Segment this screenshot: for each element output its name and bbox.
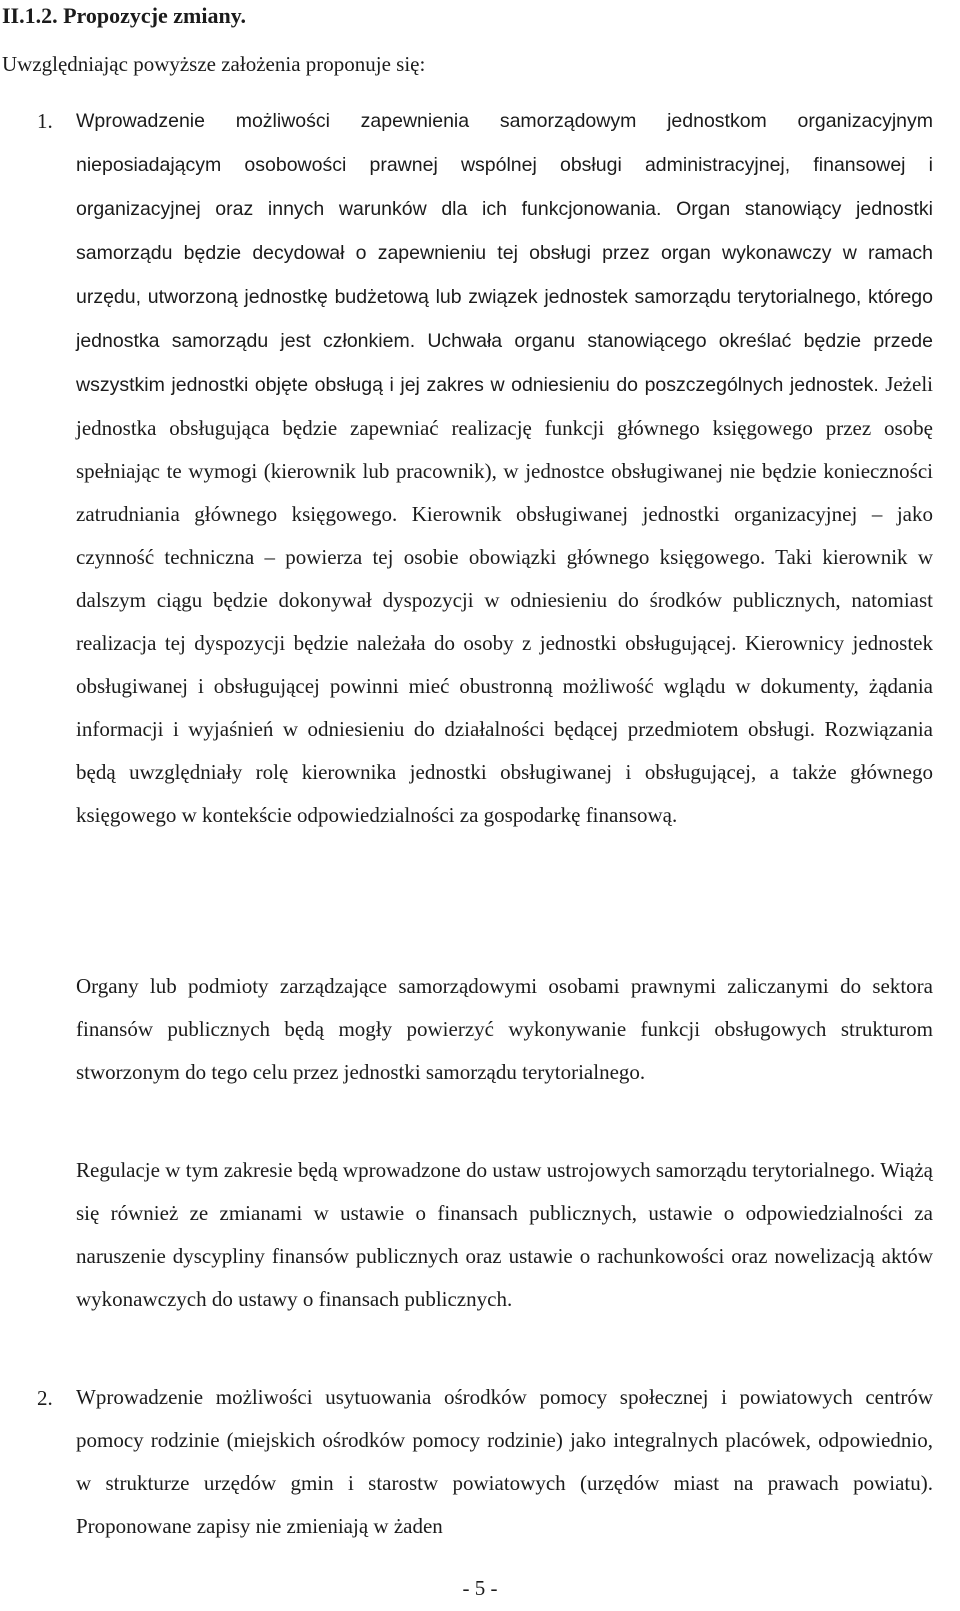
- page-number: - 5 -: [462, 1576, 498, 1600]
- item-1-paragraph-2: Organy lub podmioty zarządzające samorządowymi osobami prawnymi zaliczanymi do sektora finansów publicznych będą mogły powierzyć wykonywanie funkcji obsługowych strukturom stworzonym do tego celu przez jednostki samorządu terytorialnego.: [76, 974, 933, 1084]
- item-number-1: 1.: [37, 109, 53, 133]
- intro-text: Uwzględniając powyższe założenia proponuje się:: [2, 52, 426, 76]
- section-heading: II.1.2. Propozycje zmiany.: [2, 3, 247, 28]
- item-number-2: 2.: [37, 1386, 53, 1410]
- item-1-paragraph-1: [76, 99, 933, 837]
- item-2-paragraph: Wprowadzenie możliwości usytuowania ośrodków pomocy społecznej i powiatowych centrów pomocy rodzinie (miejskich ośrodków pomocy rodzinie) jako integralnych placówek, odpowiednio, w strukturze urzędów gmin i starostw powiatowych (urzędów miast na prawach powiatu). Proponowane zapisy nie zmieniają w żaden: [76, 1385, 933, 1538]
- item-1-paragraph-3: Regulacje w tym zakresie będą wprowadzone do ustaw ustrojowych samorządu terytorialnego. Wiążą się również ze zmianami w ustawie o finansach publicznych, ustawie o odpowiedzialności za naruszenie dyscypliny finansów publicznych oraz ustawie o rachunkowości oraz nowelizacją aktów wykonawczych do ustawy o finansach publicznych.: [76, 1158, 933, 1311]
- item-1-text-sans: Wprowadzenie możliwości zapewnienia samorządowym jednostkom organizacyjnym nieposiadającym osobowości prawnej wspólnej obsługi administracyjnej, finansowej i organizacyjnej oraz innych warunków dla ich funkcjonowania. Organ stanowiący jednostki samorządu będzie decydował o zapewnieniu tej obsługi przez organ wykonawczy w ramach urzędu, utworzoną jednostkę budżetową lub związek jednostek samorządu terytorialnego, którego jednostka samorządu jest członkiem. Uchwała organu stanowiącego określać będzie przede wszystkim jednostki objęte obsługą i jej zakres w odniesieniu do poszczególnych jednostek.: [76, 110, 933, 396]
- item-1-text-serif: Jeżeli jednostka obsługująca będzie zapewniać realizację funkcji głównego księgowego przez osobę spełniając te wymogi (kierownik lub pracownik), w jednostce obsługiwanej nie będzie konieczności zatrudniania głównego księgowego. Kierownik obsługiwanej jednostki organizacyjnej – jako czynność techniczna – powierza tej osobie obowiązki głównego księgowego. Taki kierownik w dalszym ciągu będzie dokonywał dyspozycji w odniesieniu do środków publicznych, natomiast realizacja tej dyspozycji będzie należała do osoby z jednostki obsługującej. Kierownicy jednostek obsługiwanej i obsługującej powinni mieć obustronną możliwość wglądu w dokumenty, żądania informacji i wyjaśnień w odniesieniu do działalności będącej przedmiotem obsługi. Rozwiązania będą uwzględniały rolę kierownika jednostki obsługiwanej i obsługującej, a także głównego księgowego w kontekście odpowiedzialności za gospodarkę finansową.: [76, 372, 933, 827]
